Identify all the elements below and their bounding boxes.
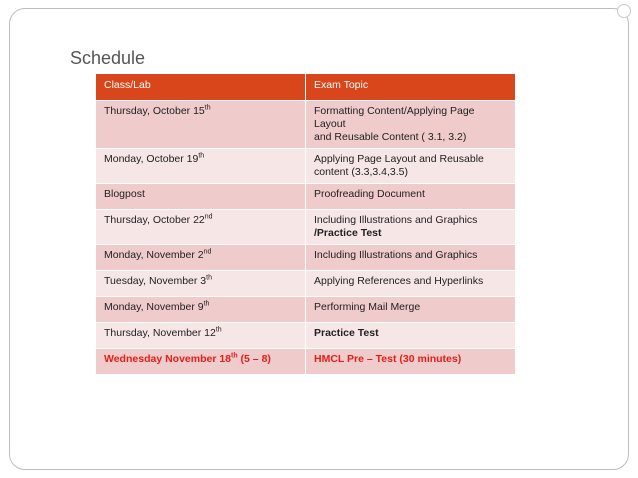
exam-topic-cell: Including Illustrations and Graphics — [306, 245, 516, 271]
table-row — [96, 101, 516, 149]
table-row — [96, 245, 516, 271]
slide-title: Schedule — [70, 48, 146, 68]
header-class-lab: Class/Lab — [96, 74, 306, 101]
table-row — [96, 184, 516, 210]
table-row — [96, 323, 516, 349]
class-lab-cell: Monday, November 9th — [96, 297, 306, 323]
exam-topic-cell: Proofreading Document — [306, 184, 516, 210]
exam-topic-cell: HMCL Pre – Test (30 minutes) — [306, 349, 516, 375]
class-lab-cell: Monday, October 19th — [96, 149, 306, 184]
table-header-row — [96, 74, 516, 101]
class-lab-cell: Blogpost — [96, 184, 306, 210]
table-row — [96, 210, 516, 245]
exam-topic-cell: Practice Test — [306, 323, 516, 349]
schedule-table — [95, 73, 516, 375]
class-lab-cell: Monday, November 2nd — [96, 245, 306, 271]
exam-topic-cell: Performing Mail Merge — [306, 297, 516, 323]
class-lab-cell: Tuesday, November 3th — [96, 271, 306, 297]
exam-topic-cell: Applying References and Hyperlinks — [306, 271, 516, 297]
class-lab-cell: Wednesday November 18th (5 – 8) — [96, 349, 306, 375]
table-row — [96, 349, 516, 375]
class-lab-cell: Thursday, October 22nd — [96, 210, 306, 245]
header-exam-topic: Exam Topic — [306, 74, 516, 101]
table-row — [96, 297, 516, 323]
exam-topic-cell: Formatting Content/Applying Page Layout and Reusable Content ( 3.1, 3.2) — [306, 101, 516, 149]
exam-topic-cell: Including Illustrations and Graphics /Practice Test — [306, 210, 516, 245]
corner-circle — [617, 4, 631, 18]
class-lab-cell: Thursday, October 15th — [96, 101, 306, 149]
table-row — [96, 271, 516, 297]
table-row — [96, 149, 516, 184]
class-lab-cell: Thursday, November 12th — [96, 323, 306, 349]
exam-topic-cell: Applying Page Layout and Reusable content (3.3,3.4,3.5) — [306, 149, 516, 184]
